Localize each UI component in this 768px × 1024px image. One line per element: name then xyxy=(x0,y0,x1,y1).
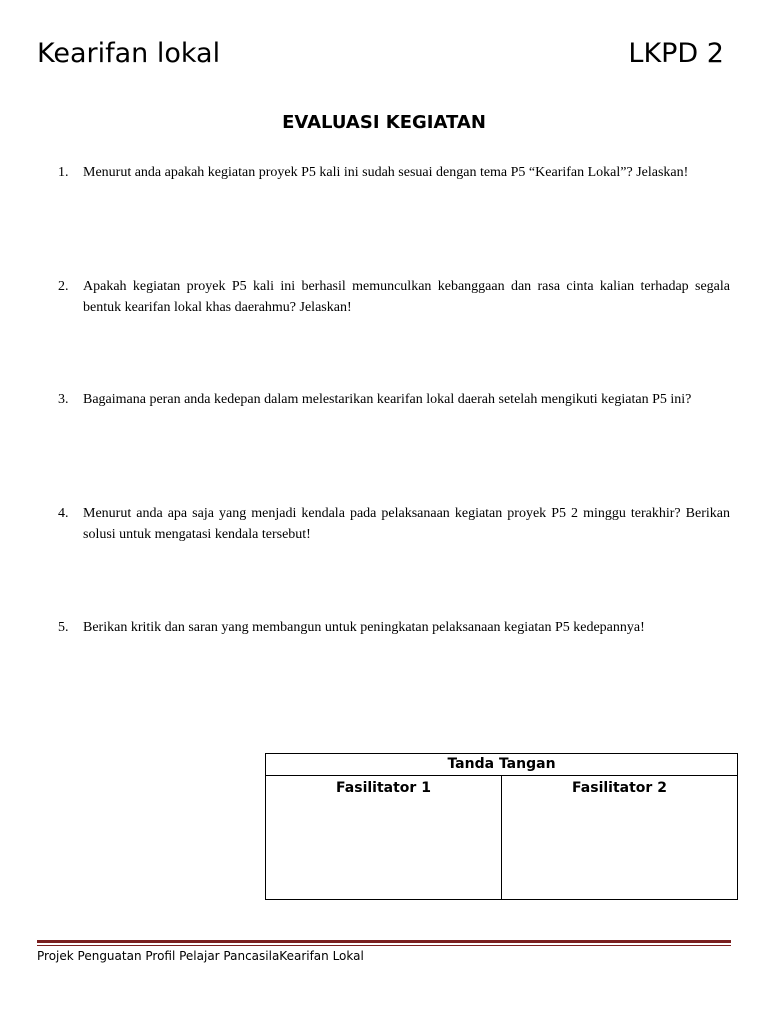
signature-heading: Tanda Tangan xyxy=(266,754,737,776)
question-item xyxy=(58,503,730,545)
question-item xyxy=(58,389,730,410)
question-text: Menurut anda apa saja yang menjadi kendala pada pelaksanaan kegiatan proyek P5 2 minggu terakhir? Berikan solusi untuk mengatasi kendala tersebut! xyxy=(83,506,730,542)
question-text: Menurut anda apakah kegiatan proyek P5 kali ini sudah sesuai dengan tema P5 “Kearifan Lokal”? Jelaskan! xyxy=(83,165,689,180)
question-text: Berikan kritik dan saran yang membangun untuk peningkatan pelaksanaan kegiatan P5 kedepannya! xyxy=(83,620,645,635)
header-theme: Kearifan lokal xyxy=(37,38,221,69)
question-number: 3. xyxy=(58,392,69,407)
header-worksheet-label: LKPD 2 xyxy=(628,38,724,69)
question-number: 2. xyxy=(58,279,69,294)
question-item xyxy=(58,162,730,183)
facilitator-2-label: Fasilitator 2 xyxy=(572,780,667,796)
signature-table xyxy=(265,753,738,900)
question-number: 4. xyxy=(58,506,69,521)
footer-divider-thick xyxy=(37,940,731,943)
question-item xyxy=(58,617,730,638)
question-text: Apakah kegiatan proyek P5 kali ini berhasil memunculkan kebanggaan dan rasa cinta kalian terhadap segala bentuk kearifan lokal khas daerahmu? Jelaskan! xyxy=(83,279,730,315)
signature-row xyxy=(266,776,737,900)
question-number: 5. xyxy=(58,620,69,635)
question-item xyxy=(58,276,730,318)
facilitator-1-label: Fasilitator 1 xyxy=(336,780,431,796)
facilitator-1-cell xyxy=(266,776,501,900)
footer-text: Projek Penguatan Profil Pelajar PancasilaKearifan Lokal xyxy=(37,949,364,963)
page-title: EVALUASI KEGIATAN xyxy=(282,112,486,133)
question-number: 1. xyxy=(58,165,69,180)
facilitator-2-cell xyxy=(501,776,737,900)
footer-divider-thin xyxy=(37,945,731,946)
question-text: Bagaimana peran anda kedepan dalam melestarikan kearifan lokal daerah setelah mengikuti kegiatan P5 ini? xyxy=(83,392,692,407)
